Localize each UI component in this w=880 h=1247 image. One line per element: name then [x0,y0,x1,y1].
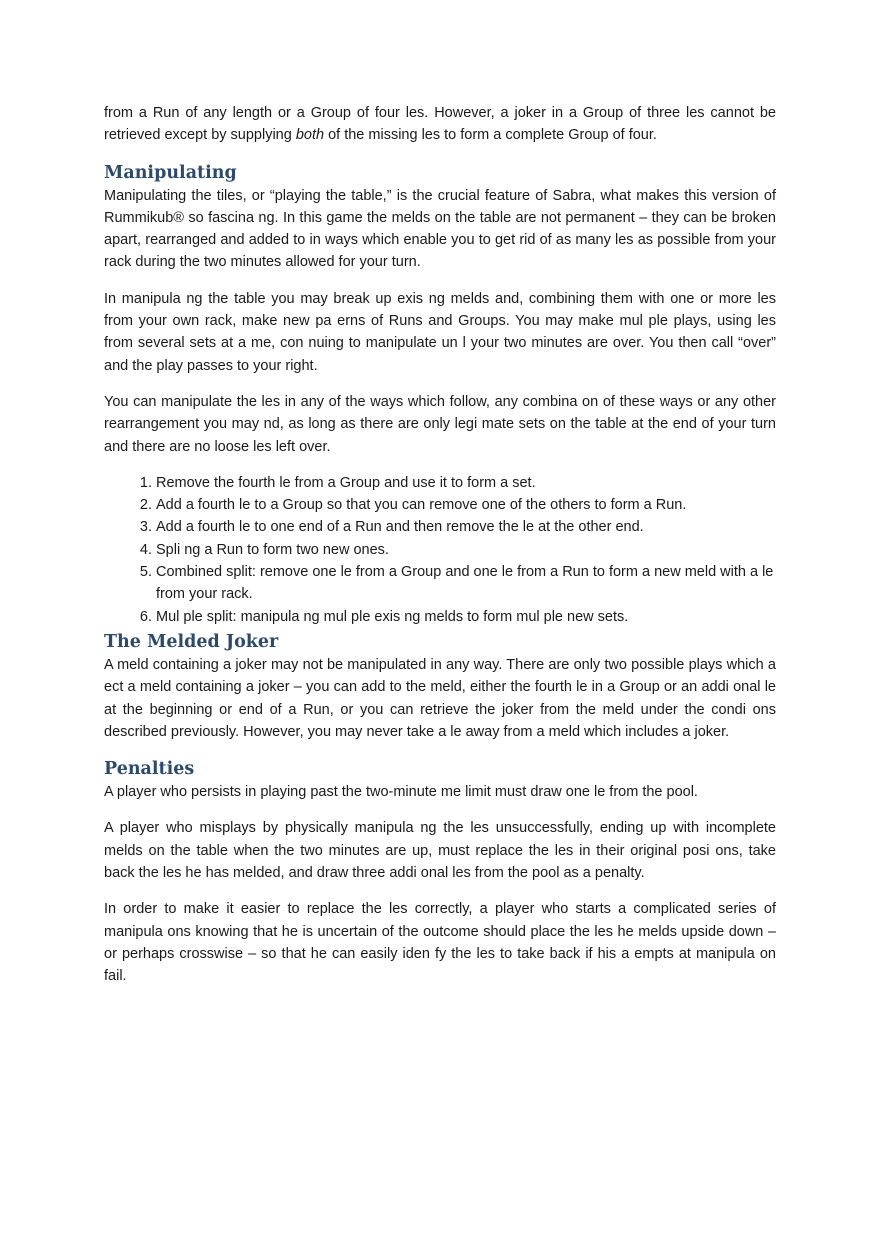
manipulating-paragraph-1: Manipulating the tiles, or “playing the table,” is the crucial feature of Sabra, what makes this version of Rummikub® so fascina ng. In this game the melds on the table are not permanent – they can be broken apart, rearranged and added to in ways which enable you to get rid of as many les as possible from your rack during the two minutes allowed for your turn. [104,187,776,271]
list-item: 4. Spli ng a Run to form two new ones. [156,539,776,561]
document-page [104,102,776,1002]
intro-emphasis: both [295,127,325,144]
list-item: 1. Remove the fourth le from a Group and use it to form a set. [156,472,776,494]
list-item: 6. Mul ple split: manipula ng mul ple exis ng melds to form mul ple new sets. [156,606,776,628]
list-item: 2. Add a fourth le to a Group so that you can remove one of the others to form a Run. [156,494,776,516]
manipulation-list [104,472,776,628]
melded-joker-paragraph: A meld containing a joker may not be manipulated in any way. There are only two possible plays which a ect a meld containing a joker – you can add to the meld, either the fourth le in a Group or an addi onal le at the beginning or end of a Run, or you can retrieve the joker from the meld under the condi ons described previously. However, you may never take a le away from a meld which includes a joker. [104,656,776,740]
list-item: 3. Add a fourth le to one end of a Run and then remove the le at the other end. [156,516,776,538]
penalties-paragraph-1: A player who persists in playing past the two-minute me limit must draw one le from the pool. [104,784,698,801]
intro-text-a: from a Run of any length or a Group of four les. However, a joker in a Group of three les cannot be retrieved except by supplying [104,105,776,144]
heading-penalties: Penalties [104,759,195,780]
penalties-paragraph-2: A player who misplays by physically manipula ng the les unsuccessfully, ending up with incomplete melds on the table when the two minutes are up, must replace the les in their original posi ons, take back the les he has melded, and draw three addi onal les from the pool as a penalty. [104,820,776,882]
manipulating-paragraph-3: You can manipulate the les in any of the ways which follow, any combina on of these ways or any other rearrangement you may nd, as long as there are only legi mate sets on the table at the end of your turn and there are no loose les left over. [104,393,776,455]
penalties-paragraph-3: In order to make it easier to replace the les correctly, a player who starts a complicated series of manipula ons knowing that he is uncertain of the outcome should place the les he melds upside down – or perhaps crosswise – so that he can easily iden fy the les to take back if his a empts at manipula on fail. [104,901,776,985]
manipulating-paragraph-2: In manipula ng the table you may break up exis ng melds and, combining them with one or more les from your own rack, make new pa erns of Runs and Groups. You may make mul ple plays, using les from several sets at a me, con nuing to manipulate un l your two minutes are over. You then call “over” and the play passes to your right. [104,290,776,374]
list-item: 5. Combined split: remove one le from a Group and one le from a Run to form a new meld with a le from your rack. [156,561,776,606]
heading-manipulating: Manipulating [104,162,237,183]
intro-text-b: of the missing les to form a complete Group of four. [324,127,657,144]
intro-paragraph [104,102,776,147]
heading-melded-joker: The Melded Joker [104,631,279,652]
